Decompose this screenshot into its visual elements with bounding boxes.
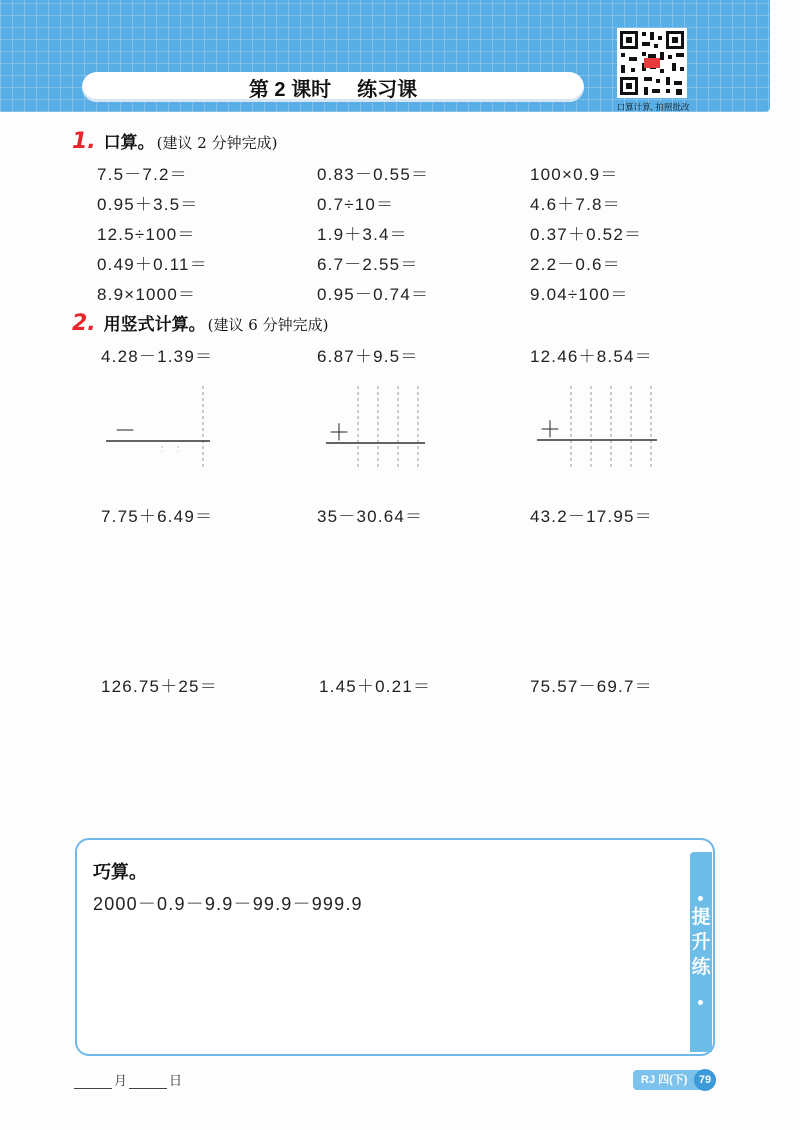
oral-problem: 1.9＋3.4＝	[317, 225, 408, 244]
section-2-note: (建议 6 分钟完成)	[207, 316, 329, 334]
vertical-problem: 7.75＋6.49＝	[101, 507, 214, 526]
oral-problem: 4.6＋7.8＝	[530, 195, 621, 214]
oral-problem: 8.9×1000＝	[97, 285, 197, 304]
section-1-title	[72, 128, 277, 154]
lesson-number: 第 2 课时	[248, 78, 332, 101]
oral-problem: 9.04÷100＝	[530, 285, 629, 304]
day-blank[interactable]	[129, 1076, 167, 1089]
oral-problem: 0.49＋0.11＝	[97, 255, 208, 274]
section-1-note: (建议 2 分钟完成)	[156, 134, 278, 152]
month-blank[interactable]	[74, 1076, 112, 1089]
vertical-problem: 4.28－1.39＝	[101, 347, 214, 366]
vertical-problem: 1.45＋0.21＝	[319, 677, 432, 696]
oral-problem: 0.7÷10＝	[317, 195, 395, 214]
section-2-title	[72, 310, 328, 336]
vertical-problem: 6.87＋9.5＝	[317, 347, 419, 366]
operator-sign: －	[114, 419, 137, 444]
section-1-number: 1.	[72, 129, 96, 154]
vertical-problem: 43.2－17.95＝	[530, 507, 653, 526]
side-dot	[698, 896, 703, 901]
side-dot	[698, 1000, 703, 1005]
oral-problem: 0.95＋3.5＝	[97, 195, 199, 214]
oral-problem: 12.5÷100＝	[97, 225, 196, 244]
qr-caption: 口算计算, 拍照批改	[616, 102, 690, 112]
bonus-title: 巧算。	[93, 862, 147, 882]
oral-problem: 0.37＋0.52＝	[530, 225, 643, 244]
vertical-problem: 35－30.64＝	[317, 507, 424, 526]
vertical-problem: 75.57－69.7＝	[530, 677, 653, 696]
date-line	[72, 1070, 182, 1089]
grade-tab: RJ 四(下)	[633, 1070, 711, 1090]
side-tab-char: 练	[691, 957, 711, 978]
page-number: 79	[694, 1069, 716, 1091]
operator-sign: ＋	[539, 418, 562, 443]
section-2-label: 用竖式计算。	[103, 315, 206, 334]
bonus-box	[75, 838, 715, 1056]
day-label: 日	[169, 1073, 183, 1088]
month-label: 月	[114, 1073, 128, 1088]
vertical-problem: 126.75＋25＝	[101, 677, 218, 696]
qr-code-icon[interactable]	[617, 28, 687, 98]
oral-problem: 6.7－2.55＝	[317, 255, 419, 274]
vertical-frame-3	[533, 380, 663, 475]
oral-problem: 100×0.9＝	[530, 165, 619, 184]
vertical-frame-1	[100, 380, 220, 475]
oral-problem: 7.5－7.2＝	[97, 165, 188, 184]
vertical-frame-2	[320, 380, 440, 475]
lesson-title-bar	[82, 72, 584, 102]
section-2-number: 2.	[72, 311, 96, 336]
lesson-title: 练习课	[357, 78, 418, 101]
side-tab-char: 升	[691, 932, 711, 953]
section-1-label: 口算。	[103, 133, 155, 152]
oral-problem: 0.83－0.55＝	[317, 165, 430, 184]
vertical-problem: 12.46＋8.54＝	[530, 347, 653, 366]
side-tab-label	[690, 905, 712, 980]
operator-sign: ＋	[328, 421, 351, 446]
oral-problem: 0.95－0.74＝	[317, 285, 430, 304]
bonus-expression: 2000－0.9－9.9－99.9－999.9	[93, 894, 363, 914]
side-tab-char: 提	[691, 907, 711, 928]
oral-problem: 2.2－0.6＝	[530, 255, 621, 274]
